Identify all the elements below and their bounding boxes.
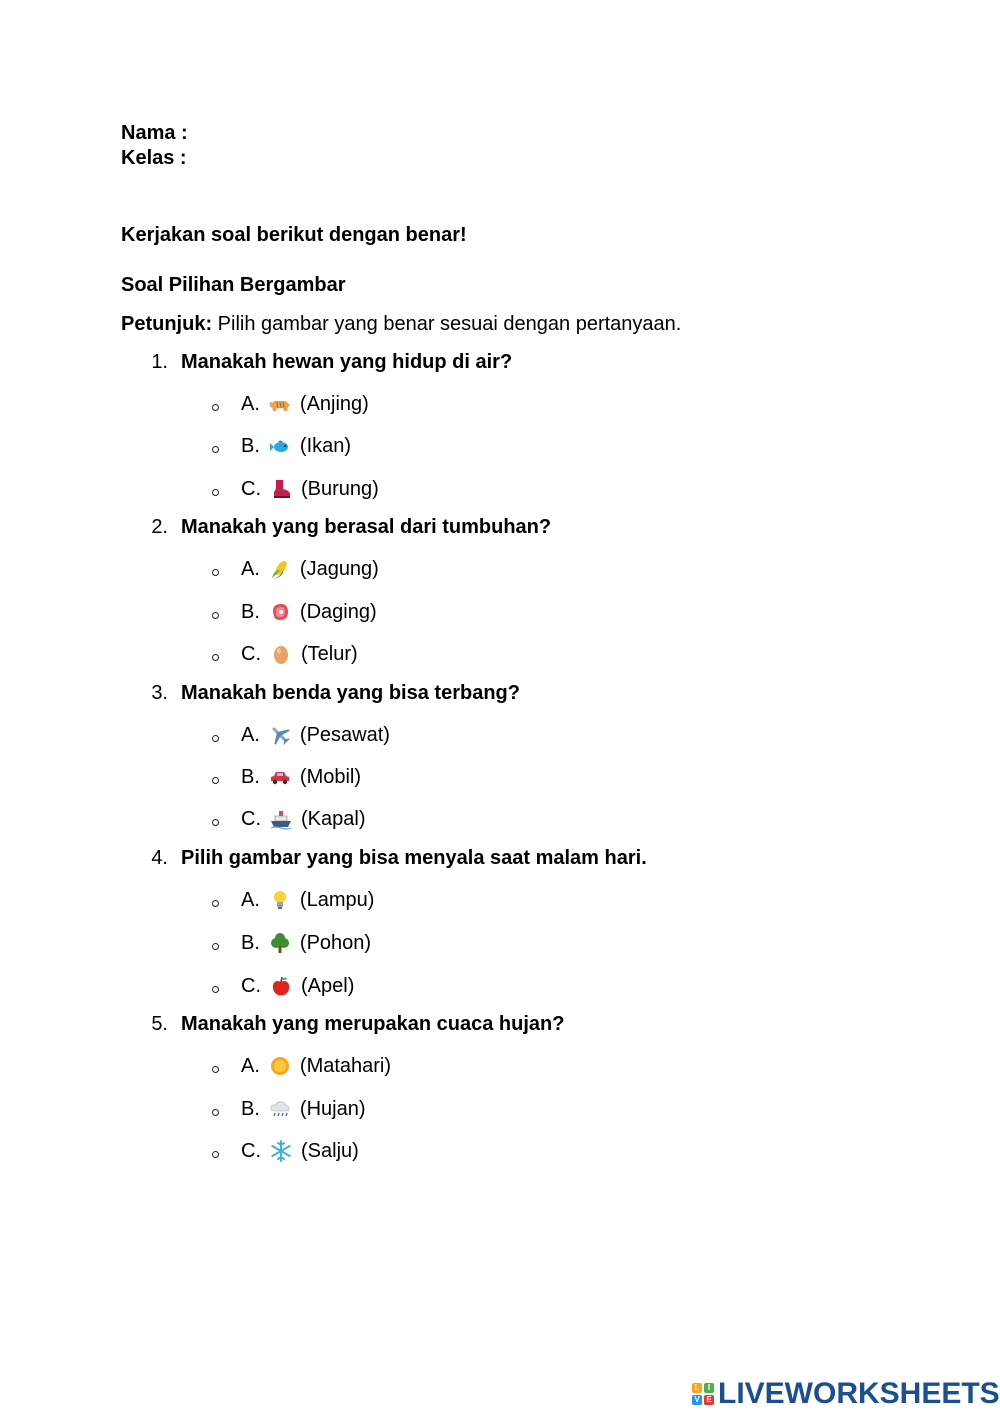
- option-label: (Hujan): [299, 1098, 366, 1120]
- ship-icon: [270, 808, 292, 830]
- option-item[interactable]: [241, 766, 361, 788]
- option-bullet[interactable]: [212, 777, 219, 784]
- egg-icon: [270, 643, 292, 665]
- option-label: (Jagung): [299, 558, 379, 580]
- option-item[interactable]: [241, 1098, 365, 1120]
- option-label: (Lampu): [299, 889, 375, 911]
- option-bullet[interactable]: [212, 612, 219, 619]
- option-bullet[interactable]: [212, 489, 219, 496]
- question-number: 4.: [151, 847, 168, 869]
- question-text: Manakah yang merupakan cuaca hujan?: [181, 1013, 565, 1035]
- option-label: (Matahari): [299, 1055, 392, 1077]
- option-bullet[interactable]: [212, 1066, 219, 1073]
- option-label: (Salju): [301, 1140, 359, 1162]
- option-bullet[interactable]: [212, 1151, 219, 1158]
- option-letter: A.: [241, 889, 260, 911]
- question-number: 2.: [151, 516, 168, 538]
- option-label: (Pesawat): [299, 724, 390, 746]
- light-bulb-icon: [269, 889, 291, 911]
- question-number: 1.: [151, 351, 168, 373]
- option-item[interactable]: [241, 889, 374, 911]
- option-bullet[interactable]: [212, 404, 219, 411]
- boot-icon: [270, 478, 292, 500]
- question-number: 5.: [151, 1013, 168, 1035]
- option-item[interactable]: [241, 478, 379, 500]
- apple-icon: [270, 975, 292, 997]
- option-letter: A.: [241, 724, 260, 746]
- option-letter: B.: [241, 601, 260, 623]
- question-text: Manakah benda yang bisa terbang?: [181, 682, 520, 704]
- option-bullet[interactable]: [212, 943, 219, 950]
- petunjuk-line: [121, 314, 681, 334]
- car-icon: [269, 766, 291, 788]
- question-text: Manakah hewan yang hidup di air?: [181, 351, 513, 373]
- petunjuk-text: Pilih gambar yang benar sesuai dengan pertanyaan.: [212, 313, 682, 335]
- logo-text: LIVEWORKSHEETS: [718, 1377, 1000, 1410]
- option-item[interactable]: [241, 1140, 359, 1162]
- option-item[interactable]: [241, 932, 371, 954]
- option-bullet[interactable]: [212, 654, 219, 661]
- option-bullet[interactable]: [212, 735, 219, 742]
- petunjuk-label: Petunjuk:: [121, 313, 213, 335]
- option-letter: A.: [241, 558, 260, 580]
- option-item[interactable]: [241, 435, 351, 457]
- option-item[interactable]: [241, 558, 379, 580]
- option-label: (Daging): [299, 601, 377, 623]
- instruction-text: Kerjakan soal berikut dengan benar!: [121, 224, 467, 246]
- logo-tile: L: [692, 1383, 702, 1393]
- cat-icon: [269, 393, 291, 415]
- question-text: Manakah yang berasal dari tumbuhan?: [181, 516, 552, 538]
- logo-tile: E: [704, 1395, 714, 1405]
- option-label: (Apel): [301, 975, 355, 997]
- option-label: (Ikan): [299, 435, 352, 457]
- option-bullet[interactable]: [212, 900, 219, 907]
- option-bullet[interactable]: [212, 986, 219, 993]
- option-label: (Mobil): [299, 766, 362, 788]
- kelas-label: Kelas :: [121, 147, 187, 169]
- option-label: (Telur): [301, 643, 358, 665]
- option-letter: B.: [241, 1098, 260, 1120]
- option-letter: A.: [241, 393, 260, 415]
- option-item[interactable]: [241, 1055, 391, 1077]
- liveworksheets-logo: [692, 1377, 1000, 1411]
- option-bullet[interactable]: [212, 446, 219, 453]
- logo-tile: I: [704, 1383, 714, 1393]
- option-bullet[interactable]: [212, 569, 219, 576]
- option-letter: A.: [241, 1055, 260, 1077]
- tree-icon: [269, 932, 291, 954]
- option-letter: C.: [241, 808, 261, 830]
- section-title: Soal Pilihan Bergambar: [121, 274, 346, 296]
- fish-icon: [269, 435, 291, 457]
- logo-tile: V: [692, 1395, 702, 1405]
- option-bullet[interactable]: [212, 1109, 219, 1116]
- option-item[interactable]: [241, 601, 377, 623]
- option-item[interactable]: [241, 393, 369, 415]
- option-letter: C.: [241, 643, 261, 665]
- option-letter: C.: [241, 1140, 261, 1162]
- sun-icon: [269, 1055, 291, 1077]
- logo-mark-icon: [692, 1383, 714, 1405]
- airplane-icon: [269, 724, 291, 746]
- option-item[interactable]: [241, 808, 365, 830]
- option-label: (Anjing): [299, 393, 369, 415]
- rain-cloud-icon: [269, 1098, 291, 1120]
- option-label: (Pohon): [299, 932, 372, 954]
- option-bullet[interactable]: [212, 819, 219, 826]
- corn-icon: [269, 558, 291, 580]
- option-letter: B.: [241, 932, 260, 954]
- option-label: (Kapal): [301, 808, 366, 830]
- question-text: Pilih gambar yang bisa menyala saat malam hari.: [181, 847, 647, 869]
- option-letter: C.: [241, 975, 261, 997]
- option-letter: C.: [241, 478, 261, 500]
- meat-icon: [269, 601, 291, 623]
- snowflake-icon: [270, 1140, 292, 1162]
- option-label: (Burung): [301, 478, 379, 500]
- option-letter: B.: [241, 435, 260, 457]
- question-number: 3.: [151, 682, 168, 704]
- option-item[interactable]: [241, 975, 354, 997]
- option-letter: B.: [241, 766, 260, 788]
- option-item[interactable]: [241, 724, 390, 746]
- option-item[interactable]: [241, 643, 358, 665]
- nama-label: Nama :: [121, 122, 188, 144]
